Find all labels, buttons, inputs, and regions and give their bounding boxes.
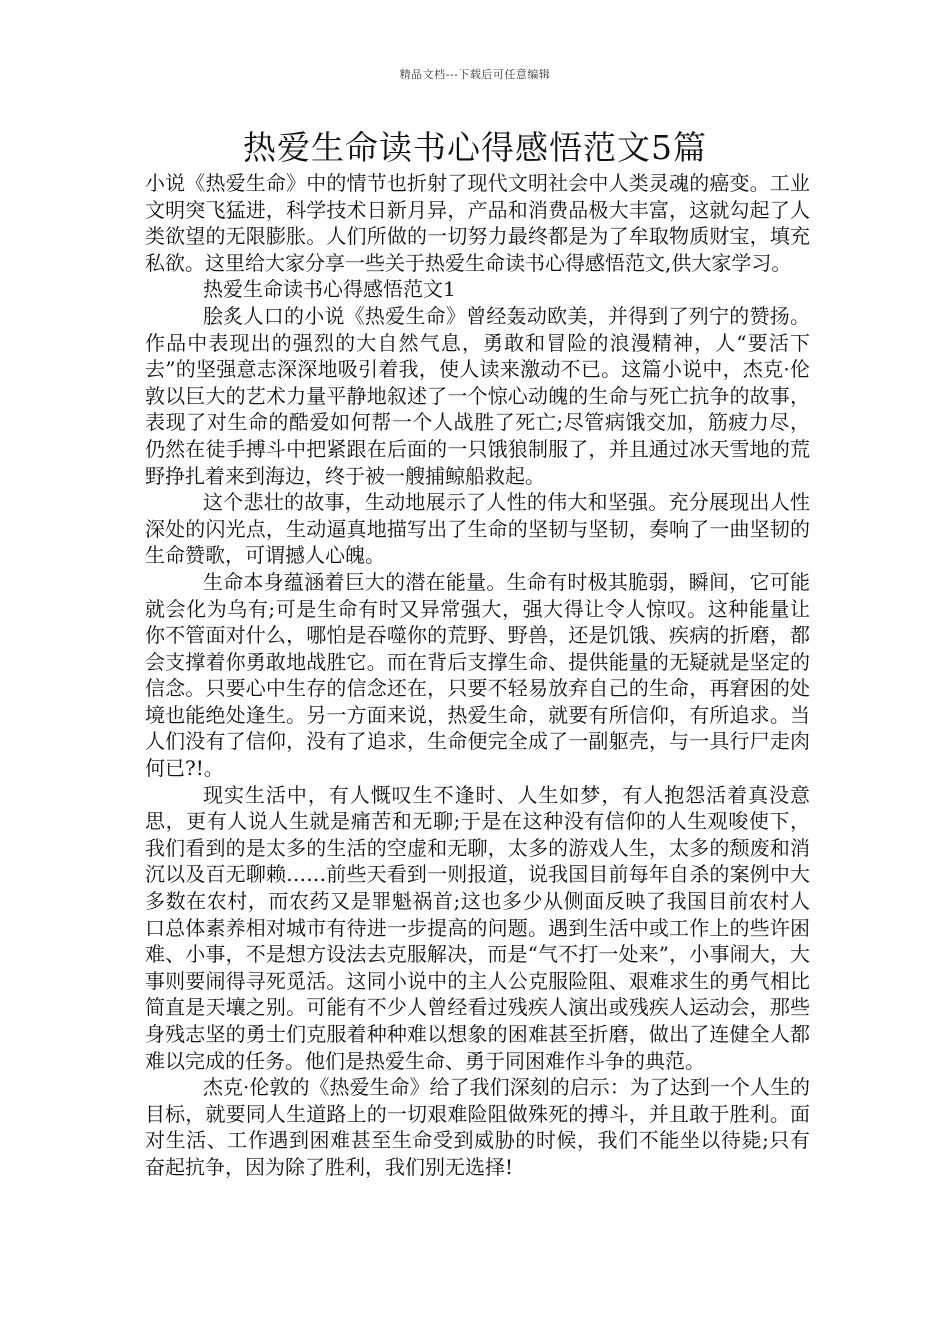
- section-heading: 热爱生命读书心得感悟范文1: [203, 277, 456, 302]
- header-note: 精品文档---下载后可任意编辑: [399, 68, 551, 81]
- page-title: 热爱生命读书心得感悟范文5篇: [243, 128, 707, 167]
- document-body: [145, 170, 810, 1181]
- body-paragraph: 生命本身蕴涵着巨大的潜在能量。生命有时极其脆弱，瞬间，它可能就会化为乌有;可是生命有时又异常强大，强大得让令人惊叹。这种能量让你不管面对什么，哪怕是吞噬你的荒野、野兽，还是饥饿、疾病的折磨，都会支撑着你勇敢地战胜它。而在背后支撑生命、提供能量的无疑就是坚定的信念。只要心中生存的信念还在，只要不轻易放弃自己的生命，再窘困的处境也能绝处逢生。另一方面来说，热爱生命，就要有所信仰，有所追求。当人们没有了信仰，没有了追求，生命便完全成了一副躯壳，与一具行尸走肉何已?!。: [145, 569, 810, 781]
- body-paragraph: 现实生活中，有人慨叹生不逢时、人生如梦，有人抱怨活着真没意思，更有人说人生就是痛苦和无聊;于是在这种没有信仰的人生观唆使下，我们看到的是太多的生活的空虚和无聊，太多的游戏人生，太多的颓废和消沉以及百无聊赖……前些天看到一则报道，说我国目前每年自杀的案例中大多数在农村，而农药又是罪魁祸首;这也多少从侧面反映了我国目前农村人口总体素养相对城市有待进一步提高的问题。遇到生活中或工作上的些许困难、小事，不是想方设法去克服解决，而是“气不打一处来”，小事闹大，大事则要闹得寻死觅活。这同小说中的主人公克服险阻、艰难求生的勇气相比简直是天壤之别。可能有不少人曾经看过残疾人演出或残疾人运动会，那些身残志坚的勇士们克服着种种难以想象的困难甚至折磨，做出了连健全人都难以完成的任务。他们是热爱生命、勇于同困难作斗争的典范。: [145, 782, 810, 1073]
- body-paragraph: 这个悲壮的故事，生动地展示了人性的伟大和坚强。充分展现出人性深处的闪光点，生动逼真地描写出了生命的坚韧与坚韧，奏响了一曲坚韧的生命赞歌，可谓撼人心魄。: [145, 490, 810, 568]
- body-paragraph: 杰克·伦敦的《热爱生命》给了我们深刻的启示：为了达到一个人生的目标，就要同人生道路上的一切艰难险阻做殊死的搏斗，并且敢于胜利。面对生活、工作遇到困难甚至生命受到威胁的时候，我们不能坐以待毙;只有奋起抗争，因为除了胜利，我们别无选择!: [145, 1075, 810, 1179]
- intro-paragraph: 小说《热爱生命》中的情节也折射了现代文明社会中人类灵魂的癌变。工业文明突飞猛进，科学技术日新月异，产品和消费品极大丰富，这就勾起了人类欲望的无限膨胀。人们所做的一切努力最终都是为了牟取物质财宝，填充私欲。这里给大家分享一些关于热爱生命读书心得感悟范文,供大家学习。: [145, 171, 810, 275]
- body-paragraph: 脍炙人口的小说《热爱生命》曾经轰动欧美，并得到了列宁的赞扬。作品中表现出的强烈的大自然气息，勇敢和冒险的浪漫精神，人“要活下去”的坚强意志深深地吸引着我，使人读来激动不已。这篇小说中，杰克·伦敦以巨大的艺术力量平静地叙述了一个惊心动魄的生命与死亡抗争的故事，表现了对生命的酷爱如何帮一个人战胜了死亡;尽管病饿交加，筋疲力尽，仍然在徒手搏斗中把紧跟在后面的一只饿狼制服了，并且通过冰天雪地的荒野挣扎着来到海边，终于被一艘捕鲸船救起。: [145, 303, 810, 488]
